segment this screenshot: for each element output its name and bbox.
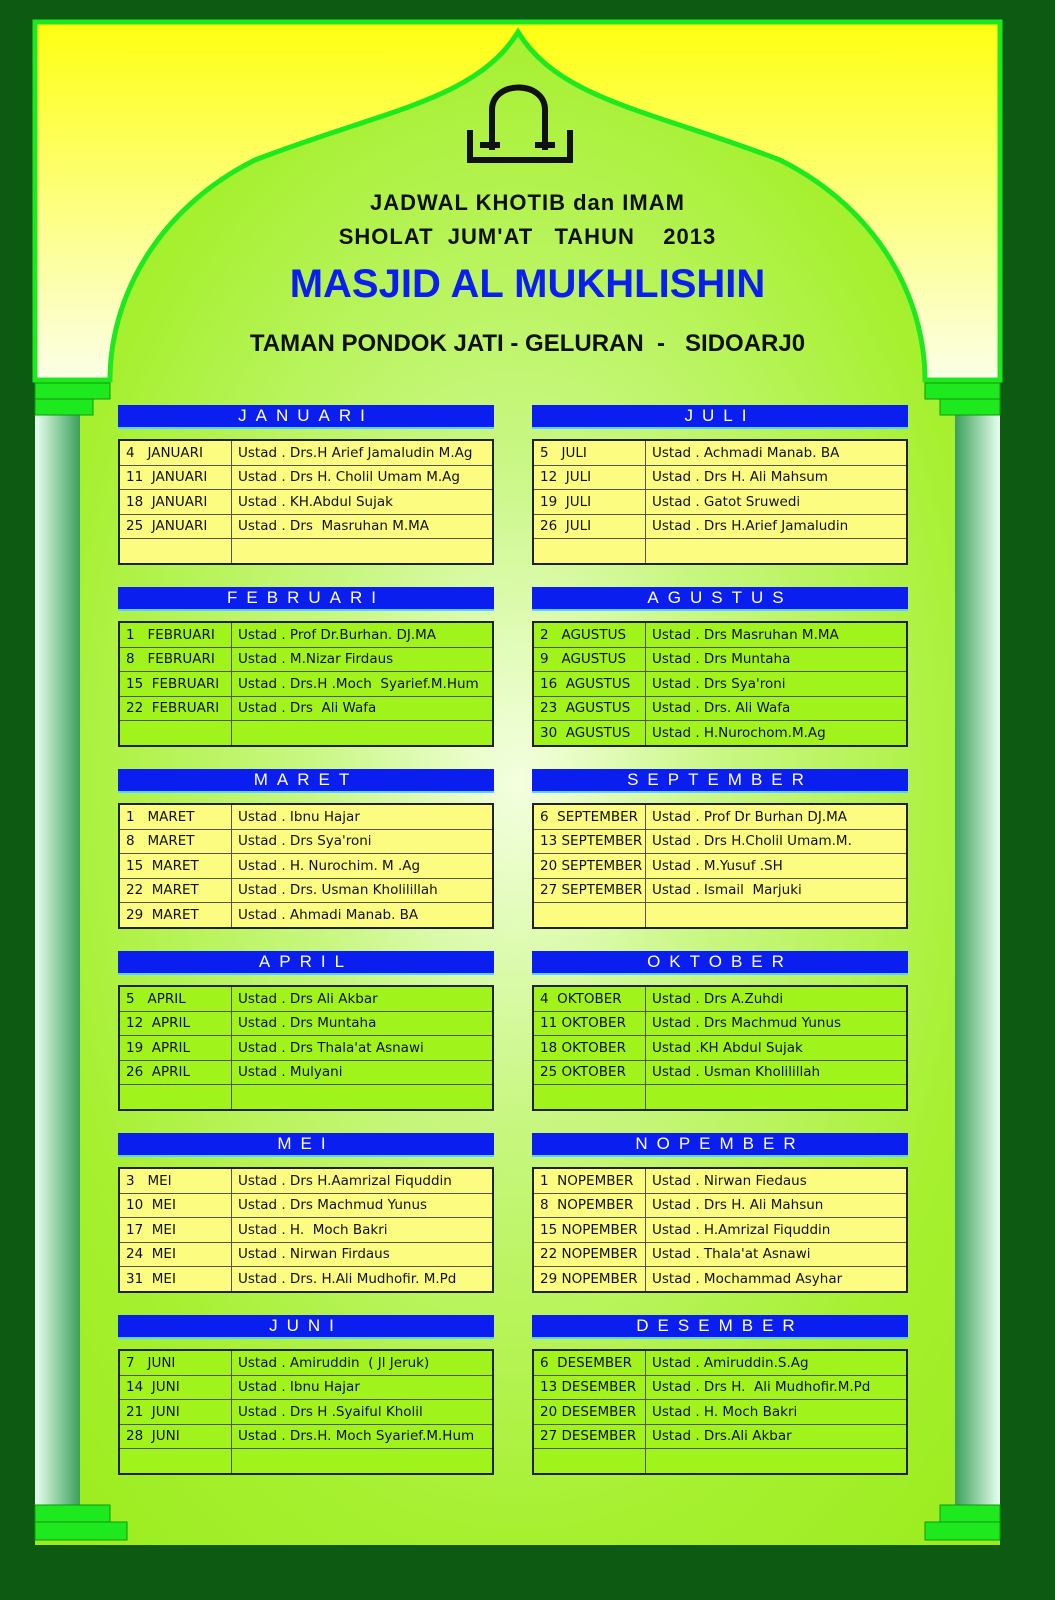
- table-row: [533, 804, 907, 829]
- date-cell: [119, 1085, 232, 1110]
- month-section-maret: [118, 769, 494, 929]
- table-row: [533, 721, 907, 746]
- date-cell: 12 APRIL: [119, 1011, 232, 1036]
- preacher-cell: Ustad . Drs H.Cholil Umam.M.: [646, 829, 908, 854]
- date-cell: 26 JULI: [533, 514, 646, 539]
- date-cell: 9 AGUSTUS: [533, 647, 646, 672]
- date-cell: 29 MARET: [119, 903, 232, 928]
- preacher-cell: Ustad . Gatot Sruwedi: [646, 490, 908, 515]
- date-cell: 13 SEPTEMBER: [533, 829, 646, 854]
- table-row: [533, 672, 907, 697]
- table-row: [533, 854, 907, 879]
- date-cell: 12 JULI: [533, 465, 646, 490]
- table-row: [119, 1218, 493, 1243]
- month-section-oktober: [532, 951, 908, 1111]
- date-cell: 8 MARET: [119, 829, 232, 854]
- preacher-cell: Ustad . H. Moch Bakri: [646, 1400, 908, 1425]
- date-cell: 5 JULI: [533, 440, 646, 465]
- table-row: [119, 1375, 493, 1400]
- date-cell: 22 MARET: [119, 878, 232, 903]
- table-row: [119, 672, 493, 697]
- table-row: [119, 696, 493, 721]
- preacher-cell: [646, 903, 908, 928]
- table-row: [119, 1060, 493, 1085]
- table-row: [533, 490, 907, 515]
- date-cell: 15 FEBRUARI: [119, 672, 232, 697]
- month-header: APRIL: [118, 951, 494, 975]
- preacher-cell: Ustad . Drs.H .Moch Syarief.M.Hum: [232, 672, 494, 697]
- preacher-cell: Ustad . Drs. H.Ali Mudhofir. M.Pd: [232, 1267, 494, 1292]
- preacher-cell: Ustad . Prof Dr Burhan DJ.MA: [646, 804, 908, 829]
- date-cell: 17 MEI: [119, 1218, 232, 1243]
- preacher-cell: [646, 539, 908, 564]
- table-row: [533, 1036, 907, 1061]
- date-cell: 14 JUNI: [119, 1375, 232, 1400]
- table-row: [119, 1193, 493, 1218]
- table-row: [119, 514, 493, 539]
- table-row: [119, 1168, 493, 1193]
- preacher-cell: [646, 1085, 908, 1110]
- table-row: [119, 647, 493, 672]
- date-cell: 11 JANUARI: [119, 465, 232, 490]
- preacher-cell: Ustad . Drs H. Cholil Umam M.Ag: [232, 465, 494, 490]
- date-cell: 20 SEPTEMBER: [533, 854, 646, 879]
- month-section-januari: [118, 405, 494, 565]
- date-cell: 27 SEPTEMBER: [533, 878, 646, 903]
- preacher-cell: Ustad . Drs Thala'at Asnawi: [232, 1036, 494, 1061]
- date-cell: [533, 903, 646, 928]
- table-row: [533, 1193, 907, 1218]
- month-section-februari: [118, 587, 494, 747]
- schedule-table: [532, 985, 908, 1111]
- date-cell: 27 DESEMBER: [533, 1424, 646, 1449]
- table-row: [119, 878, 493, 903]
- month-header: JUNI: [118, 1315, 494, 1339]
- preacher-cell: Ustad . Ibnu Hajar: [232, 1375, 494, 1400]
- preacher-cell: Ustad . Drs Machmud Yunus: [232, 1193, 494, 1218]
- table-row: [533, 1085, 907, 1110]
- preacher-cell: Ustad . KH.Abdul Sujak: [232, 490, 494, 515]
- table-row: [119, 1011, 493, 1036]
- schedule-table: [118, 1349, 494, 1475]
- preacher-cell: [232, 721, 494, 746]
- preacher-cell: Ustad . Drs Machmud Yunus: [646, 1011, 908, 1036]
- schedule-table: [532, 1167, 908, 1293]
- month-section-juni: [118, 1315, 494, 1475]
- date-cell: 7 JUNI: [119, 1350, 232, 1375]
- table-row: [533, 514, 907, 539]
- preacher-cell: Ustad . Drs Ali Wafa: [232, 696, 494, 721]
- date-cell: [533, 1085, 646, 1110]
- date-cell: 5 APRIL: [119, 986, 232, 1011]
- preacher-cell: Ustad . Thala'at Asnawi: [646, 1242, 908, 1267]
- month-header: MARET: [118, 769, 494, 793]
- table-row: [533, 1242, 907, 1267]
- schedule-title: JADWAL KHOTIB dan IMAM: [370, 190, 685, 215]
- preacher-cell: Ustad . Usman Kholilillah: [646, 1060, 908, 1085]
- month-header: SEPTEMBER: [532, 769, 908, 793]
- table-row: [119, 465, 493, 490]
- table-row: [533, 1218, 907, 1243]
- preacher-cell: Ustad . Drs Masruhan M.MA: [646, 622, 908, 647]
- preacher-cell: Ustad . Amiruddin.S.Ag: [646, 1350, 908, 1375]
- table-row: [533, 986, 907, 1011]
- date-cell: 28 JUNI: [119, 1424, 232, 1449]
- date-cell: 18 JANUARI: [119, 490, 232, 515]
- date-cell: 30 AGUSTUS: [533, 721, 646, 746]
- month-header: JULI: [532, 405, 908, 429]
- date-cell: 25 JANUARI: [119, 514, 232, 539]
- date-cell: 31 MEI: [119, 1267, 232, 1292]
- table-row: [119, 1085, 493, 1110]
- table-row: [533, 696, 907, 721]
- month-header: MEI: [118, 1133, 494, 1157]
- preacher-cell: Ustad . Ahmadi Manab. BA: [232, 903, 494, 928]
- preacher-cell: Ustad . Drs H. Ali Mahsun: [646, 1193, 908, 1218]
- table-row: [119, 1350, 493, 1375]
- date-cell: 19 JULI: [533, 490, 646, 515]
- table-row: [533, 1060, 907, 1085]
- date-cell: 8 NOPEMBER: [533, 1193, 646, 1218]
- preacher-cell: Ustad . Achmadi Manab. BA: [646, 440, 908, 465]
- schedule-table: [118, 803, 494, 929]
- table-row: [119, 622, 493, 647]
- preacher-cell: Ustad . Ismail Marjuki: [646, 878, 908, 903]
- schedule-table: [532, 1349, 908, 1475]
- preacher-cell: Ustad . H.Amrizal Fiquddin: [646, 1218, 908, 1243]
- preacher-cell: Ustad . Drs Sya'roni: [232, 829, 494, 854]
- date-cell: [119, 1449, 232, 1474]
- date-cell: 19 APRIL: [119, 1036, 232, 1061]
- date-cell: 18 OKTOBER: [533, 1036, 646, 1061]
- mosque-address: TAMAN PONDOK JATI - GELURAN - SIDOARJ0: [249, 330, 806, 357]
- date-cell: 2 AGUSTUS: [533, 622, 646, 647]
- date-cell: 21 JUNI: [119, 1400, 232, 1425]
- table-row: [533, 1400, 907, 1425]
- schedule-table: [118, 985, 494, 1111]
- preacher-cell: Ustad . H.Nurochom.M.Ag: [646, 721, 908, 746]
- table-row: [119, 1449, 493, 1474]
- month-section-mei: [118, 1133, 494, 1293]
- date-cell: 6 DESEMBER: [533, 1350, 646, 1375]
- month-section-nopember: [532, 1133, 908, 1293]
- preacher-cell: Ustad . Drs H .Syaiful Kholil: [232, 1400, 494, 1425]
- preacher-cell: Ustad . Drs.Ali Akbar: [646, 1424, 908, 1449]
- month-section-april: [118, 951, 494, 1111]
- preacher-cell: Ustad . Drs Muntaha: [232, 1011, 494, 1036]
- month-section-desember: [532, 1315, 908, 1475]
- date-cell: 23 AGUSTUS: [533, 696, 646, 721]
- preacher-cell: Ustad . Drs Masruhan M.MA: [232, 514, 494, 539]
- table-row: [533, 647, 907, 672]
- date-cell: 22 NOPEMBER: [533, 1242, 646, 1267]
- schedule-table: [532, 439, 908, 565]
- date-cell: [119, 721, 232, 746]
- preacher-cell: [232, 1449, 494, 1474]
- date-cell: 16 AGUSTUS: [533, 672, 646, 697]
- date-cell: 15 MARET: [119, 854, 232, 879]
- month-header: OKTOBER: [532, 951, 908, 975]
- table-row: [119, 804, 493, 829]
- mosque-logo: [470, 88, 570, 161]
- date-cell: [533, 1449, 646, 1474]
- preacher-cell: Ustad . Drs. Usman Kholilillah: [232, 878, 494, 903]
- preacher-cell: Ustad . Ibnu Hajar: [232, 804, 494, 829]
- table-row: [533, 829, 907, 854]
- table-row: [119, 440, 493, 465]
- date-cell: 1 MARET: [119, 804, 232, 829]
- table-row: [533, 622, 907, 647]
- date-cell: 4 JANUARI: [119, 440, 232, 465]
- table-row: [533, 1267, 907, 1292]
- date-cell: 11 OKTOBER: [533, 1011, 646, 1036]
- date-cell: [533, 539, 646, 564]
- month-section-agustus: [532, 587, 908, 747]
- preacher-cell: Ustad .KH Abdul Sujak: [646, 1036, 908, 1061]
- month-section-juli: [532, 405, 908, 565]
- preacher-cell: Ustad . Nirwan Firdaus: [232, 1242, 494, 1267]
- table-row: [119, 721, 493, 746]
- table-row: [119, 1400, 493, 1425]
- preacher-cell: Ustad . Drs Ali Akbar: [232, 986, 494, 1011]
- table-row: [119, 986, 493, 1011]
- table-row: [533, 1375, 907, 1400]
- date-cell: 6 SEPTEMBER: [533, 804, 646, 829]
- preacher-cell: Ustad . Mulyani: [232, 1060, 494, 1085]
- preacher-cell: Ustad . Drs.H Arief Jamaludin M.Ag: [232, 440, 494, 465]
- month-header: AGUSTUS: [532, 587, 908, 611]
- preacher-cell: [232, 539, 494, 564]
- date-cell: 3 MEI: [119, 1168, 232, 1193]
- schedule-table: [532, 803, 908, 929]
- preacher-cell: Ustad . Drs Sya'roni: [646, 672, 908, 697]
- preacher-cell: Ustad . H. Moch Bakri: [232, 1218, 494, 1243]
- date-cell: 10 MEI: [119, 1193, 232, 1218]
- date-cell: 25 OKTOBER: [533, 1060, 646, 1085]
- preacher-cell: Ustad . Drs H. Ali Mudhofir.M.Pd: [646, 1375, 908, 1400]
- table-row: [119, 539, 493, 564]
- table-row: [533, 878, 907, 903]
- table-row: [119, 490, 493, 515]
- preacher-cell: Ustad . H. Nurochim. M .Ag: [232, 854, 494, 879]
- schedule-table: [118, 1167, 494, 1293]
- table-row: [533, 1350, 907, 1375]
- table-row: [119, 829, 493, 854]
- month-header: JANUARI: [118, 405, 494, 429]
- schedule-table: [532, 621, 908, 747]
- table-row: [119, 1242, 493, 1267]
- month-section-september: [532, 769, 908, 929]
- preacher-cell: Ustad . Prof Dr.Burhan. DJ.MA: [232, 622, 494, 647]
- preacher-cell: Ustad . Amiruddin ( Jl Jeruk): [232, 1350, 494, 1375]
- table-row: [119, 1424, 493, 1449]
- date-cell: 24 MEI: [119, 1242, 232, 1267]
- preacher-cell: [646, 1449, 908, 1474]
- table-row: [533, 1424, 907, 1449]
- table-row: [533, 903, 907, 928]
- mosque-name: MASJID AL MUKHLISHIN: [289, 262, 766, 306]
- month-header: FEBRUARI: [118, 587, 494, 611]
- date-cell: 20 DESEMBER: [533, 1400, 646, 1425]
- table-row: [533, 1011, 907, 1036]
- date-cell: 15 NOPEMBER: [533, 1218, 646, 1243]
- date-cell: 8 FEBRUARI: [119, 647, 232, 672]
- schedule-table: [118, 621, 494, 747]
- date-cell: [119, 539, 232, 564]
- preacher-cell: Ustad . M.Yusuf .SH: [646, 854, 908, 879]
- table-row: [533, 1168, 907, 1193]
- date-cell: 29 NOPEMBER: [533, 1267, 646, 1292]
- date-cell: 1 FEBRUARI: [119, 622, 232, 647]
- table-row: [119, 903, 493, 928]
- table-row: [533, 465, 907, 490]
- table-row: [119, 1267, 493, 1292]
- schedule-table: [118, 439, 494, 565]
- schedule-subtitle: SHOLAT JUM'AT TAHUN 2013: [338, 224, 717, 249]
- table-row: [119, 1036, 493, 1061]
- preacher-cell: Ustad . Mochammad Asyhar: [646, 1267, 908, 1292]
- table-row: [533, 440, 907, 465]
- preacher-cell: Ustad . Drs. Ali Wafa: [646, 696, 908, 721]
- preacher-cell: Ustad . M.Nizar Firdaus: [232, 647, 494, 672]
- preacher-cell: Ustad . Drs Muntaha: [646, 647, 908, 672]
- preacher-cell: Ustad . Drs H. Ali Mahsum: [646, 465, 908, 490]
- preacher-cell: Ustad . Drs A.Zuhdi: [646, 986, 908, 1011]
- preacher-cell: [232, 1085, 494, 1110]
- date-cell: 1 NOPEMBER: [533, 1168, 646, 1193]
- date-cell: 26 APRIL: [119, 1060, 232, 1085]
- preacher-cell: Ustad . Drs H.Arief Jamaludin: [646, 514, 908, 539]
- preacher-cell: Ustad . Nirwan Fiedaus: [646, 1168, 908, 1193]
- table-row: [533, 539, 907, 564]
- preacher-cell: Ustad . Drs H.Aamrizal Fiquddin: [232, 1168, 494, 1193]
- table-row: [533, 1449, 907, 1474]
- table-row: [119, 854, 493, 879]
- date-cell: 4 OKTOBER: [533, 986, 646, 1011]
- date-cell: 22 FEBRUARI: [119, 696, 232, 721]
- date-cell: 13 DESEMBER: [533, 1375, 646, 1400]
- preacher-cell: Ustad . Drs.H. Moch Syarief.M.Hum: [232, 1424, 494, 1449]
- month-header: NOPEMBER: [532, 1133, 908, 1157]
- month-header: DESEMBER: [532, 1315, 908, 1339]
